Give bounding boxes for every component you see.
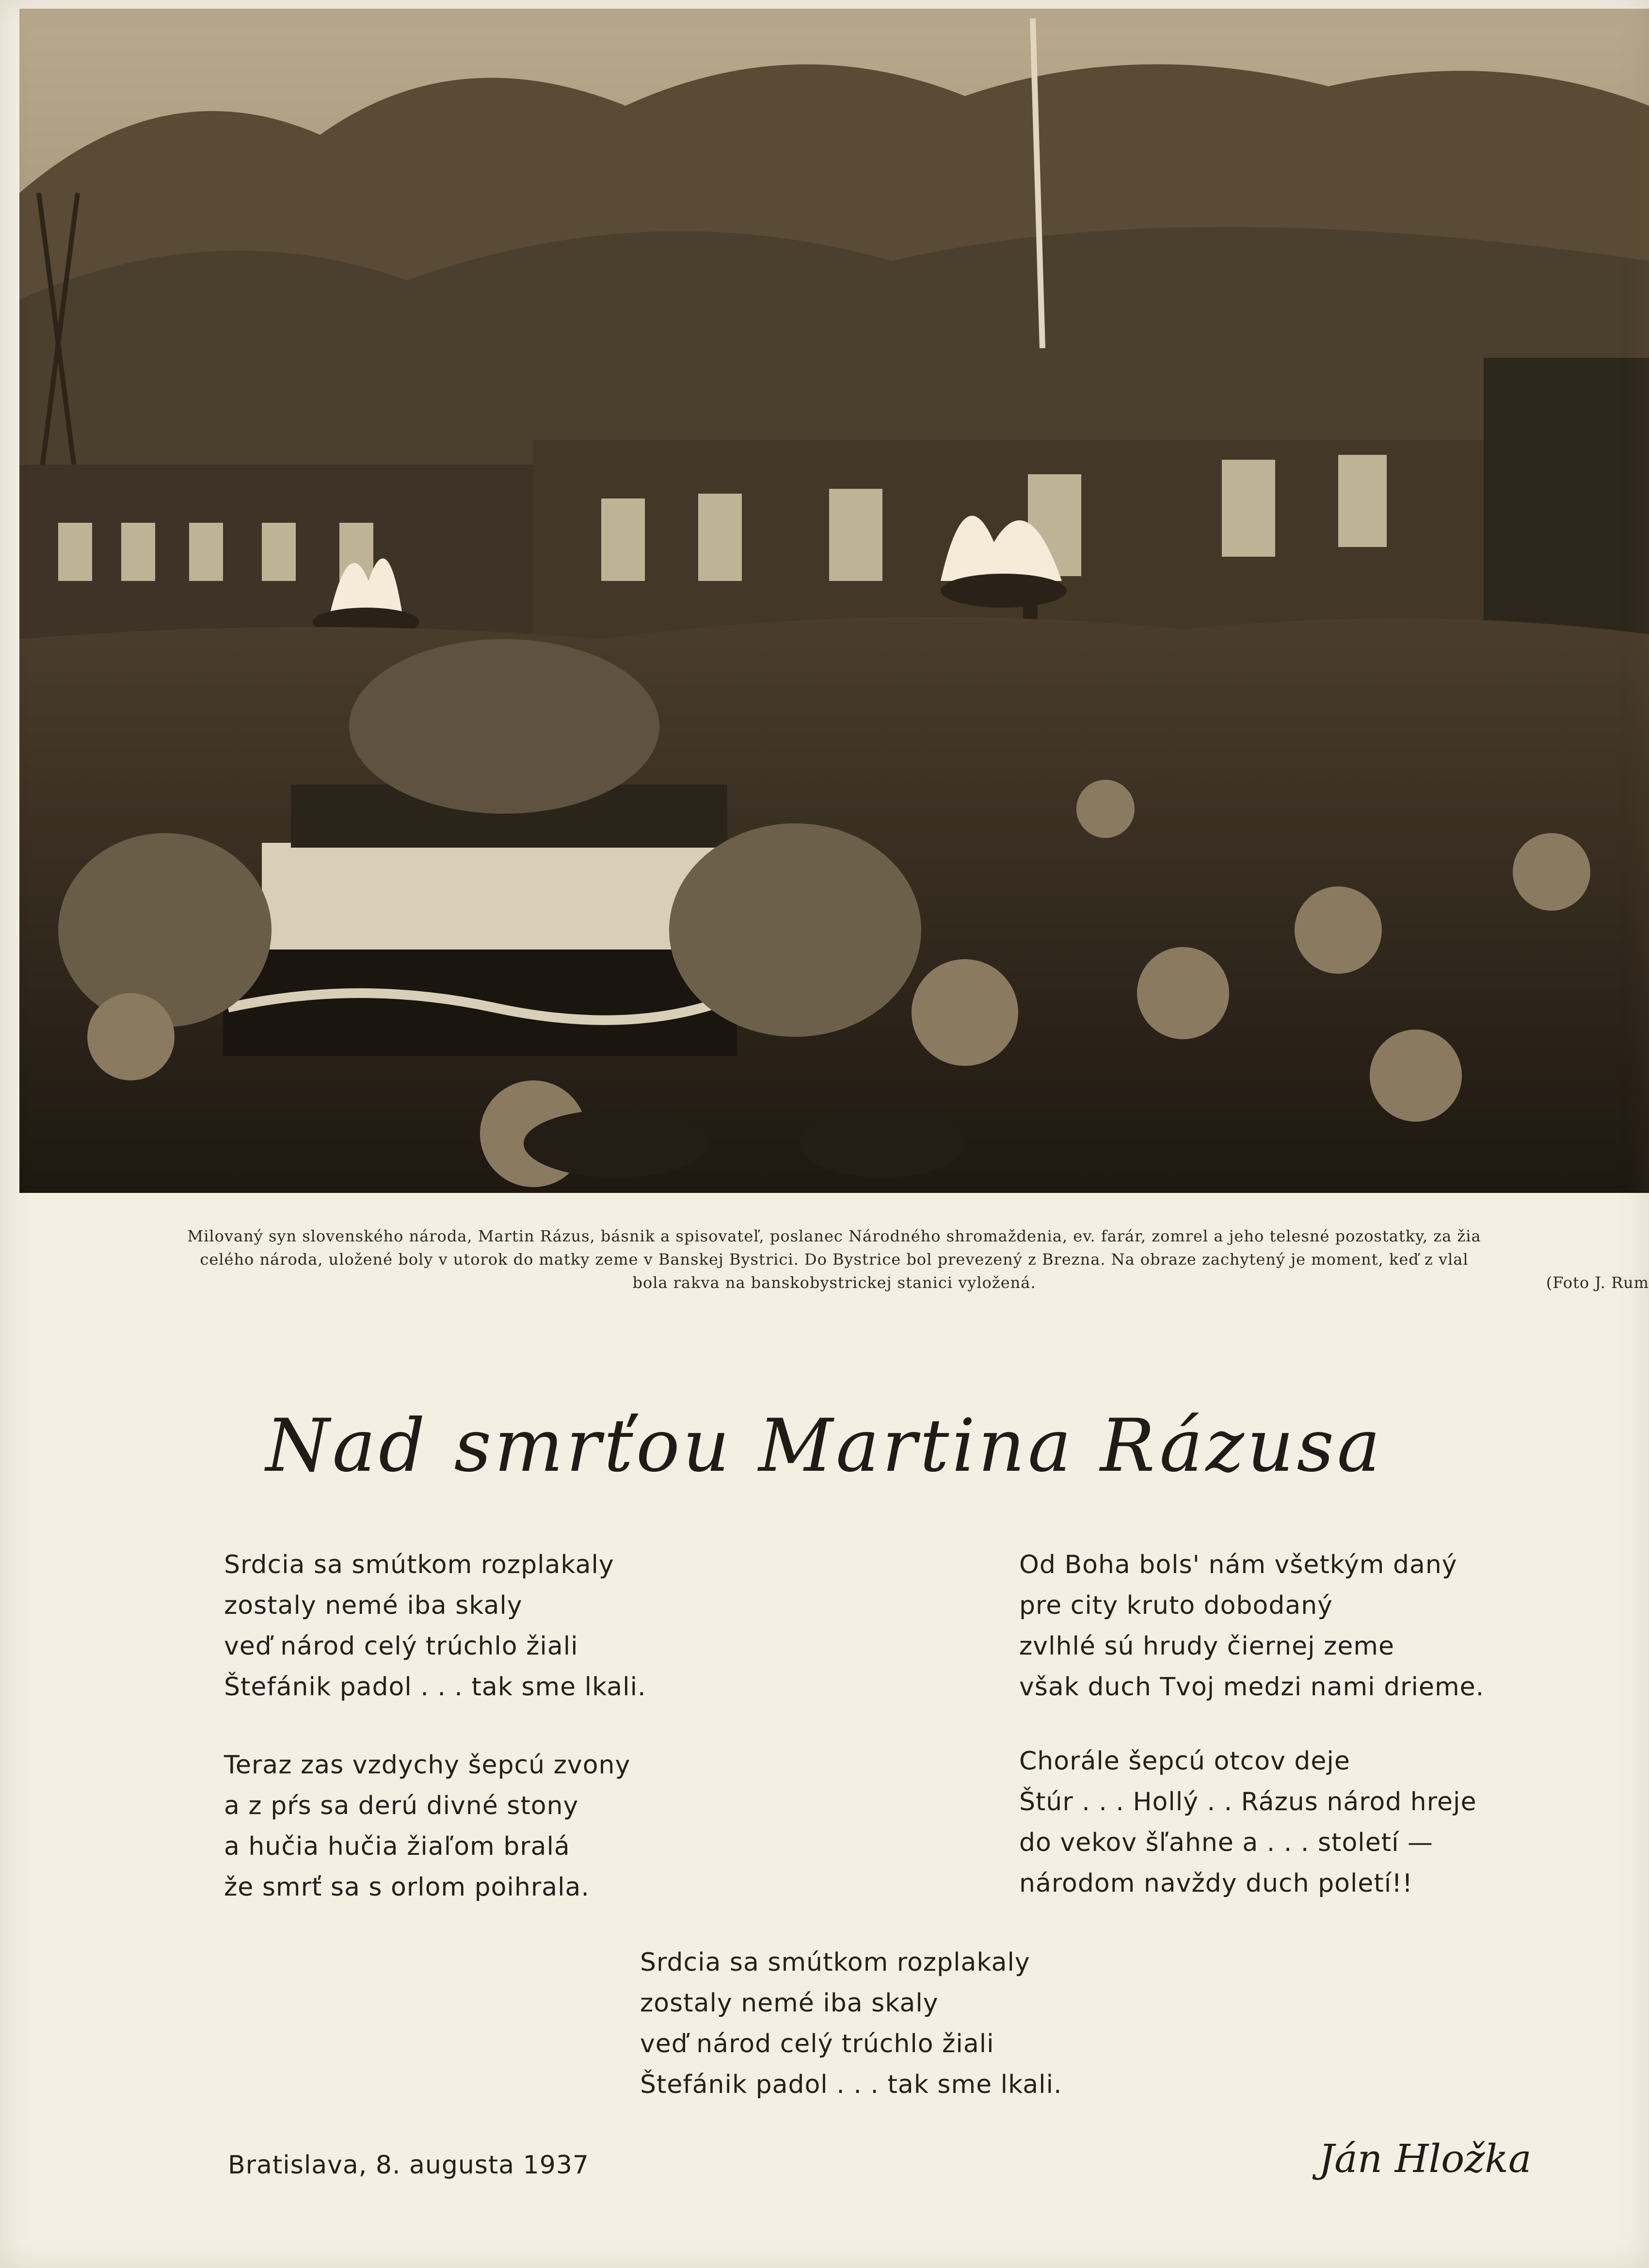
author-signature: Ján Hložka [1319, 2136, 1532, 2181]
photo-illustration [19, 9, 1649, 1193]
stanza-3-line-2: pre city kruto dobodaný [1019, 1591, 1333, 1620]
funeral-photograph [19, 9, 1649, 1193]
stanza-4-line-2: Štúr . . . Hollý . . Rázus národ hreje [1019, 1787, 1477, 1817]
stanza-1-line-2: zostaly nemé iba skaly [224, 1591, 523, 1620]
caption-line-1: Milovaný syn slovenského národa, Martin Rázus, básnik a spisovateľ, poslanec Národného shromaždenia, ev. farár, zomrel a jeho telesné pozostatky, za žia [187, 1227, 1481, 1245]
stanza-4-line-3: do vekov šľahne a . . . století — [1019, 1828, 1434, 1857]
stanza-2-line-1: Teraz zas vzdychy šepcú zvony [224, 1751, 631, 1780]
stanza-1-line-1: Srdcia sa smútkom rozplakaly [224, 1550, 614, 1579]
photo-caption [19, 1224, 1649, 1294]
stanza-1-line-3: veď národ celý trúchlo žiali [224, 1632, 578, 1661]
stanza-5-line-3: veď národ celý trúchlo žiali [640, 2029, 994, 2059]
photo-credit: (Foto J. Rum [1546, 1273, 1649, 1292]
stanza-2 [224, 1745, 630, 1908]
stanza-1 [224, 1544, 646, 1707]
stanza-5-line-4: Štefánik padol . . . tak sme lkali. [640, 2070, 1062, 2099]
stanza-5 [640, 1942, 1062, 2105]
stanza-3 [1019, 1544, 1484, 1707]
stanza-3-line-4: však duch Tvoj medzi nami drieme. [1019, 1673, 1485, 1702]
place-and-date: Bratislava, 8. augusta 1937 [228, 2151, 589, 2180]
stanza-2-line-3: a hučia hučia žiaľom bralá [224, 1832, 570, 1861]
stanza-4 [1019, 1741, 1476, 1904]
stanza-4-line-1: Chorále šepcú otcov deje [1019, 1747, 1350, 1776]
caption-line-3: bola rakva na banskobystrickej stanici vyložená. [632, 1273, 1036, 1292]
stanza-1-line-4: Štefánik padol . . . tak sme lkali. [224, 1673, 646, 1702]
stanza-2-line-2: a z pŕs sa derú divné stony [224, 1791, 579, 1820]
caption-line-2: celého národa, uložené boly v utorok do matky zeme v Banskej Bystrici. Do Bystrice bol prevezený z Brezna. Na obraze zachytený je moment, keď z vlal [200, 1250, 1469, 1269]
stanza-3-line-3: zvlhlé sú hrudy čiernej zeme [1019, 1632, 1394, 1661]
stanza-5-line-1: Srdcia sa smútkom rozplakaly [640, 1948, 1030, 1977]
stanza-4-line-4: národom navždy duch poletí!! [1019, 1869, 1413, 1898]
stanza-3-line-1: Od Boha bols' nám všetkým daný [1019, 1550, 1457, 1579]
stanza-5-line-2: zostaly nemé iba skaly [640, 1989, 939, 2018]
poem-title: Nad smrťou Martina Rázusa [266, 1404, 1383, 1488]
stanza-2-line-4: že smrť sa s orlom poihrala. [224, 1873, 590, 1902]
